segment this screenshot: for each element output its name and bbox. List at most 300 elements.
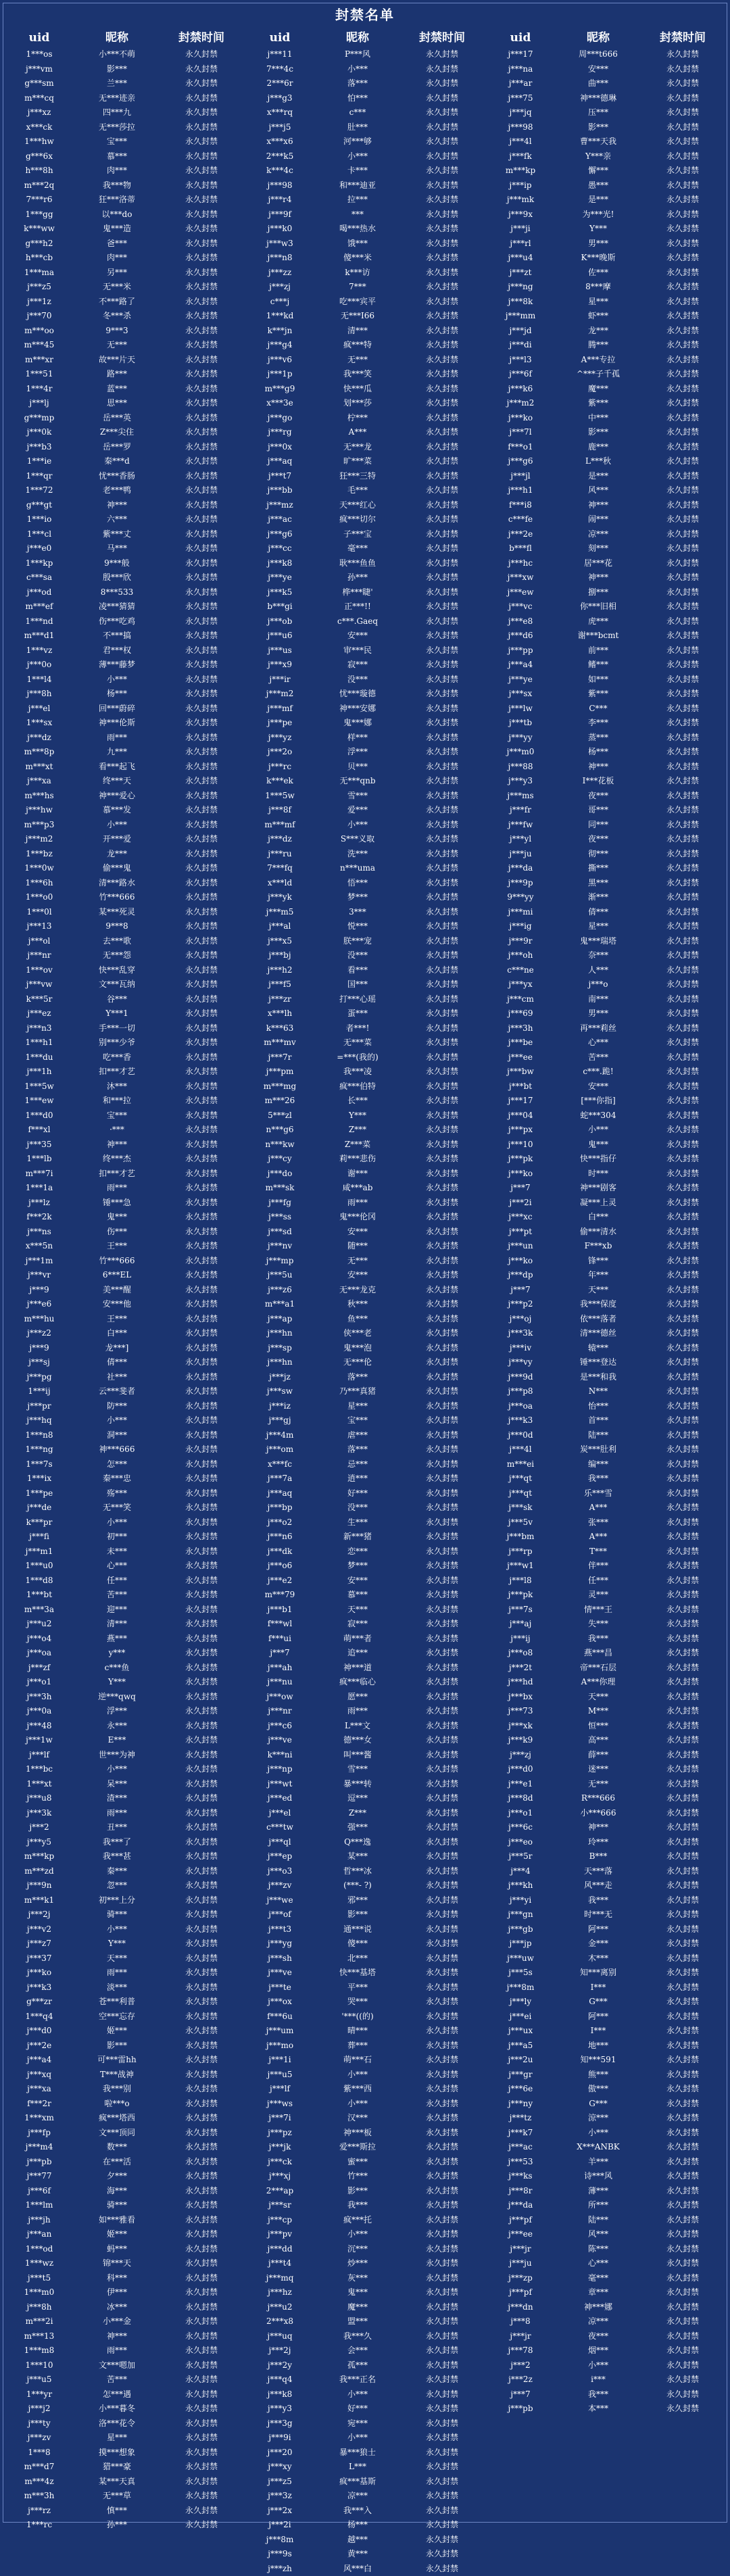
- uid-cell: j***j5: [246, 120, 314, 135]
- uid-cell: j***04: [487, 1109, 554, 1123]
- ban-time-cell: 永久封禁: [402, 237, 483, 251]
- ban-time-cell: 永久封禁: [642, 614, 723, 629]
- ban-time-cell: 永久封禁: [402, 716, 483, 731]
- name-cell: 安***: [314, 1268, 402, 1283]
- name-cell: 肉***: [73, 164, 161, 178]
- ban-time-cell: 永久封禁: [642, 295, 723, 310]
- table-row: [246, 1283, 487, 1298]
- name-cell: 神***: [554, 498, 642, 513]
- ban-time-cell: 永久封禁: [161, 977, 242, 992]
- name-cell: 殷***欣: [73, 570, 161, 585]
- ban-time-cell: 永久封禁: [402, 2213, 483, 2228]
- uid-cell: j***od: [5, 585, 73, 600]
- table-row: [246, 2024, 487, 2039]
- name-cell: 姬***: [73, 2024, 161, 2039]
- name-cell: 鳍***: [554, 658, 642, 673]
- table-row: [5, 2402, 246, 2416]
- uid-cell: j***bj: [246, 948, 314, 963]
- table-row: [5, 237, 246, 251]
- name-cell: 防***: [73, 1399, 161, 1414]
- table-row: [5, 2140, 246, 2155]
- uid-cell: j***8h: [5, 2300, 73, 2315]
- table-row: [5, 570, 246, 585]
- table-row: [246, 1632, 487, 1647]
- table-row: [5, 832, 246, 847]
- ban-time-cell: 永久封禁: [402, 934, 483, 949]
- uid-header: uid: [246, 28, 314, 47]
- uid-cell: 7***fq: [246, 861, 314, 876]
- uid-cell: j***zz: [246, 266, 314, 281]
- ban-time-cell: 永久封禁: [161, 1225, 242, 1240]
- table-row: [487, 1966, 727, 1980]
- table-row: [5, 425, 246, 440]
- table-row: [246, 2373, 487, 2387]
- ban-time-cell: 永久封禁: [402, 62, 483, 77]
- uid-cell: j***8r: [487, 2184, 554, 2199]
- uid-cell: j***73: [487, 1704, 554, 1719]
- table-row: [5, 890, 246, 905]
- name-cell: 知***离别: [554, 1966, 642, 1980]
- uid-cell: j***rg: [246, 425, 314, 440]
- name-cell: 邪***: [314, 1893, 402, 1908]
- ban-time-cell: 永久封禁: [161, 396, 242, 411]
- ban-time-cell: 永久封禁: [161, 2518, 242, 2533]
- table-row: [246, 861, 487, 876]
- name-cell: 回***蔚碎: [73, 702, 161, 716]
- uid-cell: j***oa: [487, 1399, 554, 1414]
- table-row: [5, 2227, 246, 2242]
- ban-time-cell: 永久封禁: [642, 396, 723, 411]
- ban-time-cell: 永久封禁: [402, 1632, 483, 1647]
- name-cell: I***花板: [554, 774, 642, 789]
- ban-time-cell: 永久封禁: [161, 1617, 242, 1632]
- name-cell: N***: [554, 1384, 642, 1399]
- uid-cell: 1***io: [5, 512, 73, 527]
- name-cell: ***: [314, 208, 402, 222]
- name-cell: M***: [554, 1704, 642, 1719]
- ban-time-cell: 永久封禁: [402, 193, 483, 208]
- name-cell: 小***: [314, 2227, 402, 2242]
- uid-cell: m***mf: [246, 818, 314, 833]
- table-row: [487, 1370, 727, 1385]
- table-row: [487, 251, 727, 266]
- ban-time-cell: 永久封禁: [402, 527, 483, 542]
- uid-cell: j***ez: [5, 1006, 73, 1021]
- uid-cell: j***2i: [246, 2518, 314, 2533]
- name-cell: 燕***昌: [554, 1646, 642, 1661]
- ban-time-cell: 永久封禁: [642, 1632, 723, 1647]
- ban-time-cell: 永久封禁: [161, 309, 242, 324]
- ban-time-cell: 永久封禁: [402, 2489, 483, 2504]
- uid-cell: j***2y: [246, 2358, 314, 2373]
- uid-cell: j***5v: [487, 1515, 554, 1530]
- uid-cell: j***jr: [487, 2329, 554, 2344]
- name-cell: 撕***: [554, 861, 642, 876]
- name-cell: 无***龙: [314, 440, 402, 455]
- ban-time-cell: 永久封禁: [642, 1268, 723, 1283]
- name-cell: 暴***狼士: [314, 2446, 402, 2460]
- name-cell: 逍***: [314, 1472, 402, 1486]
- name-cell: 闹***: [554, 512, 642, 527]
- name-cell: 鬼***: [554, 1138, 642, 1152]
- uid-cell: j***ei: [487, 2010, 554, 2024]
- uid-cell: j***ju: [487, 2256, 554, 2271]
- name-cell: 我***笑: [314, 367, 402, 382]
- table-row: [5, 1515, 246, 1530]
- table-row: [487, 1791, 727, 1806]
- ban-time-cell: 永久封禁: [161, 1152, 242, 1167]
- uid-cell: x***3e: [246, 396, 314, 411]
- ban-time-cell: 永久封禁: [642, 1109, 723, 1123]
- uid-cell: 1***cl: [5, 527, 73, 542]
- table-row: [487, 1719, 727, 1734]
- name-cell: Y***亲: [554, 149, 642, 164]
- ban-time-cell: 永久封禁: [642, 222, 723, 237]
- name-cell: 你***旧相: [554, 600, 642, 614]
- name-cell: 秦***忠: [73, 1472, 161, 1486]
- uid-cell: j***xa: [5, 774, 73, 789]
- table-row: [487, 2271, 727, 2286]
- table-row: [5, 1661, 246, 1676]
- table-row: [246, 1603, 487, 1618]
- name-cell: 我***别: [73, 2082, 161, 2097]
- name-cell: 国***: [314, 977, 402, 992]
- ban-time-cell: 永久封禁: [402, 1413, 483, 1428]
- table-header: [246, 28, 487, 47]
- uid-cell: j***k7: [487, 2126, 554, 2141]
- table-row: [5, 1733, 246, 1748]
- name-cell: 哲***冰: [314, 1864, 402, 1879]
- ban-time-cell: 永久封禁: [642, 760, 723, 775]
- table-row: [487, 2314, 727, 2329]
- uid-cell: j***4l: [487, 135, 554, 149]
- name-cell: 虐***: [314, 1428, 402, 1443]
- name-cell: 无***笑: [73, 1501, 161, 1515]
- table-row: [5, 1486, 246, 1501]
- name-cell: T***: [554, 1545, 642, 1559]
- name-cell: 摸***想象: [73, 2446, 161, 2460]
- uid-cell: 1***sx: [5, 716, 73, 731]
- table-row: [487, 1835, 727, 1850]
- name-cell: 骑***: [73, 1907, 161, 1922]
- ban-time-cell: 永久封禁: [402, 2242, 483, 2257]
- table-row: [487, 1225, 727, 1240]
- ban-time-cell: 永久封禁: [642, 774, 723, 789]
- table-row: [5, 1980, 246, 1995]
- table-row: [487, 1486, 727, 1501]
- ban-time-cell: 永久封禁: [161, 120, 242, 135]
- ban-time-cell: 永久封禁: [642, 237, 723, 251]
- ban-time-cell: 永久封禁: [161, 1733, 242, 1748]
- table-row: [5, 1384, 246, 1399]
- table-row: [246, 2343, 487, 2358]
- uid-cell: k***63: [246, 1021, 314, 1036]
- uid-cell: j***ij: [487, 1632, 554, 1647]
- table-row: [487, 1893, 727, 1908]
- uid-cell: j***sr: [246, 2198, 314, 2213]
- uid-cell: 1***51: [5, 367, 73, 382]
- name-cell: 傲***: [554, 2082, 642, 2097]
- name-cell: B***: [554, 1849, 642, 1864]
- ban-time-cell: 永久封禁: [161, 425, 242, 440]
- ban-time-cell: 永久封禁: [402, 280, 483, 295]
- name-cell: 风***: [554, 483, 642, 498]
- name-cell: 梦***: [314, 890, 402, 905]
- table-row: [246, 76, 487, 91]
- uid-cell: 7***4c: [246, 62, 314, 77]
- ban-time-cell: 永久封禁: [402, 454, 483, 469]
- name-cell: 年***: [554, 1268, 642, 1283]
- uid-cell: j***1z: [5, 295, 73, 310]
- uid-cell: j***n3: [5, 1021, 73, 1036]
- name-cell: 影***: [314, 2184, 402, 2199]
- uid-cell: 1***m0: [5, 2285, 73, 2300]
- ban-time-cell: 永久封禁: [161, 1966, 242, 1980]
- uid-cell: j***pt: [487, 1225, 554, 1240]
- uid-cell: j***un: [487, 1239, 554, 1254]
- ban-time-cell: 永久封禁: [402, 832, 483, 847]
- table-row: [5, 1355, 246, 1370]
- name-cell: 捌***: [554, 585, 642, 600]
- name-cell: 洗***: [314, 847, 402, 862]
- uid-cell: j***n8: [246, 251, 314, 266]
- ban-time-cell: 永久封禁: [402, 1079, 483, 1094]
- uid-cell: j***1i: [246, 2053, 314, 2068]
- uid-cell: g***zr: [5, 1995, 73, 2010]
- ban-time-cell: 永久封禁: [642, 2358, 723, 2373]
- table-row: [5, 309, 246, 324]
- name-cell: 正***!!: [314, 600, 402, 614]
- table-row: [246, 1399, 487, 1414]
- ban-time-cell: 永久封禁: [402, 1501, 483, 1515]
- name-cell: 凌***猜猜: [73, 600, 161, 614]
- table-row: [246, 1442, 487, 1457]
- ban-time-cell: 永久封禁: [402, 1196, 483, 1211]
- name-cell: 我***: [314, 2198, 402, 2213]
- table-row: [487, 541, 727, 556]
- uid-cell: j***53: [487, 2155, 554, 2170]
- name-cell: 快***指仔: [554, 1152, 642, 1167]
- name-cell: 伤***吃鸡: [73, 614, 161, 629]
- ban-time-cell: 永久封禁: [642, 890, 723, 905]
- table-row: [5, 948, 246, 963]
- ban-time-cell: 永久封禁: [642, 135, 723, 149]
- ban-time-cell: 永久封禁: [161, 1442, 242, 1457]
- ban-time-cell: 永久封禁: [402, 919, 483, 934]
- table-row: [5, 1501, 246, 1515]
- name-cell: 是***: [554, 469, 642, 484]
- uid-cell: j***pb: [487, 2402, 554, 2416]
- uid-cell: j***m5: [246, 905, 314, 920]
- uid-cell: j***r4: [246, 193, 314, 208]
- uid-cell: j***t5: [5, 2271, 73, 2286]
- table-row: [487, 1326, 727, 1341]
- table-row: [5, 91, 246, 106]
- table-row: [5, 178, 246, 193]
- ban-time-cell: 永久封禁: [161, 178, 242, 193]
- uid-cell: j***17: [487, 47, 554, 62]
- table-row: [487, 2184, 727, 2199]
- ban-time-cell: 永久封禁: [402, 1690, 483, 1705]
- ban-time-cell: 永久封禁: [642, 2256, 723, 2271]
- uid-cell: j***gj: [246, 1413, 314, 1428]
- uid-cell: 1***gg: [5, 208, 73, 222]
- uid-cell: j***zv: [246, 1878, 314, 1893]
- name-cell: 无***: [73, 338, 161, 353]
- table-row: [246, 702, 487, 716]
- table-row: [5, 1036, 246, 1050]
- uid-cell: j***7: [246, 1646, 314, 1661]
- table-row: [487, 1079, 727, 1094]
- table-row: [246, 1152, 487, 1167]
- ban-time-cell: 永久封禁: [402, 1588, 483, 1603]
- uid-cell: j***1p: [246, 367, 314, 382]
- table-row: [5, 716, 246, 731]
- uid-cell: j***de: [5, 1501, 73, 1515]
- uid-cell: j***c6: [246, 1719, 314, 1734]
- name-cell: y***: [73, 1646, 161, 1661]
- ban-time-cell: 永久封禁: [402, 1617, 483, 1632]
- table-row: [246, 832, 487, 847]
- ban-time-cell: 永久封禁: [402, 2053, 483, 2068]
- name-cell: 未***: [73, 1545, 161, 1559]
- name-cell: 终***天: [73, 774, 161, 789]
- uid-cell: j***yg: [246, 1937, 314, 1951]
- table-row: [5, 1530, 246, 1545]
- name-cell: 数***: [73, 2140, 161, 2155]
- ban-time-cell: 永久封禁: [402, 411, 483, 426]
- table-row: [246, 1196, 487, 1211]
- ban-time-cell: 永久封禁: [161, 2039, 242, 2053]
- ban-time-cell: 永久封禁: [161, 483, 242, 498]
- uid-cell: j***2: [487, 2358, 554, 2373]
- uid-cell: j***lw: [487, 702, 554, 716]
- table-row: [5, 1006, 246, 1021]
- name-cell: 炒***: [314, 2256, 402, 2271]
- uid-cell: j***vy: [487, 1355, 554, 1370]
- ban-time-cell: 永久封禁: [161, 2053, 242, 2068]
- uid-cell: 1***4r: [5, 382, 73, 397]
- table-row: [487, 1239, 727, 1254]
- ban-time-cell: 永久封禁: [642, 91, 723, 106]
- ban-time-cell: 永久封禁: [642, 1588, 723, 1603]
- ban-time-cell: 永久封禁: [402, 483, 483, 498]
- name-cell: 文***嗯加: [73, 2358, 161, 2373]
- uid-cell: 1***ma: [5, 266, 73, 281]
- name-cell: 夕***: [73, 2169, 161, 2184]
- name-cell: 伤***: [73, 1225, 161, 1240]
- uid-cell: j***m4: [5, 2140, 73, 2155]
- ban-time-cell: 永久封禁: [642, 1675, 723, 1690]
- table-row: [246, 1210, 487, 1225]
- name-cell: 忧***璇德: [314, 687, 402, 702]
- table-row: [487, 745, 727, 760]
- name-cell: 天***: [314, 1603, 402, 1618]
- name-cell: 逆***qwq: [73, 1690, 161, 1705]
- name-cell: 某***天真: [73, 2475, 161, 2489]
- ban-time-cell: 永久封禁: [161, 1995, 242, 2010]
- uid-cell: j***3g: [246, 2416, 314, 2431]
- uid-cell: j***ed: [246, 1791, 314, 1806]
- ban-time-cell: 永久封禁: [161, 2358, 242, 2373]
- uid-cell: j***oj: [487, 1312, 554, 1327]
- ban-time-cell: 永久封禁: [402, 2402, 483, 2416]
- name-cell: 陆***: [554, 2213, 642, 2228]
- table-row: [5, 1820, 246, 1835]
- name-cell: 高***: [554, 1733, 642, 1748]
- time-header: 封禁时间: [402, 28, 483, 47]
- table-row: [5, 919, 246, 934]
- uid-cell: j***w1: [487, 1559, 554, 1574]
- ban-time-cell: 永久封禁: [402, 2010, 483, 2024]
- uid-cell: j***o1: [5, 1675, 73, 1690]
- table-row: [5, 120, 246, 135]
- uid-cell: g***gt: [5, 498, 73, 513]
- ban-time-cell: 永久封禁: [161, 1515, 242, 1530]
- uid-cell: j***k8: [246, 2387, 314, 2402]
- name-cell: 薛***: [554, 1748, 642, 1763]
- ban-time-cell: 永久封禁: [402, 1065, 483, 1079]
- name-cell: Y***: [314, 1109, 402, 1123]
- name-cell: 悟***: [314, 876, 402, 891]
- ban-time-cell: 永久封禁: [161, 760, 242, 775]
- ban-time-cell: 永久封禁: [642, 76, 723, 91]
- table-row: [5, 1748, 246, 1763]
- uid-cell: j***9d: [487, 1370, 554, 1385]
- uid-cell: j***dp: [487, 1268, 554, 1283]
- uid-cell: j***z5: [246, 2475, 314, 2489]
- name-cell: 狂***洛蒂: [73, 193, 161, 208]
- uid-cell: j***a4: [5, 2053, 73, 2068]
- table-row: [487, 396, 727, 411]
- ban-time-cell: 永久封禁: [161, 1690, 242, 1705]
- ban-time-cell: 永久封禁: [161, 440, 242, 455]
- uid-cell: j***rp: [487, 1545, 554, 1559]
- name-cell: 天***: [73, 1951, 161, 1966]
- uid-cell: x***rq: [246, 105, 314, 120]
- name-cell: 神***伦斯: [73, 716, 161, 731]
- name-cell: 偷***鬼: [73, 861, 161, 876]
- table-row: [5, 1966, 246, 1980]
- name-cell: 爸***: [73, 237, 161, 251]
- uid-cell: j***3h: [5, 1690, 73, 1705]
- table-row: [487, 585, 727, 600]
- ban-time-cell: 永久封禁: [161, 803, 242, 818]
- table-row: [5, 1239, 246, 1254]
- table-row: [487, 1951, 727, 1966]
- name-cell: 知***591: [554, 2053, 642, 2068]
- table-row: [487, 2373, 727, 2387]
- table-row: [487, 629, 727, 643]
- uid-cell: 1***pe: [5, 1486, 73, 1501]
- uid-cell: j***gn: [487, 1907, 554, 1922]
- name-cell: 疯***托: [314, 2213, 402, 2228]
- table-row: [246, 135, 487, 149]
- table-row: [5, 208, 246, 222]
- uid-cell: j***u6: [246, 629, 314, 643]
- uid-cell: j***nr: [5, 948, 73, 963]
- name-cell: 无***qnb: [314, 774, 402, 789]
- ban-time-cell: 永久封禁: [642, 1748, 723, 1763]
- uid-cell: f***i8: [487, 498, 554, 513]
- table-row: [246, 2504, 487, 2519]
- uid-cell: j***pf: [487, 2285, 554, 2300]
- table-row: [246, 266, 487, 281]
- name-cell: 扣***才艺: [73, 1167, 161, 1182]
- ban-time-cell: 永久封禁: [402, 2285, 483, 2300]
- uid-cell: j***aq: [246, 454, 314, 469]
- table-row: [487, 1065, 727, 1079]
